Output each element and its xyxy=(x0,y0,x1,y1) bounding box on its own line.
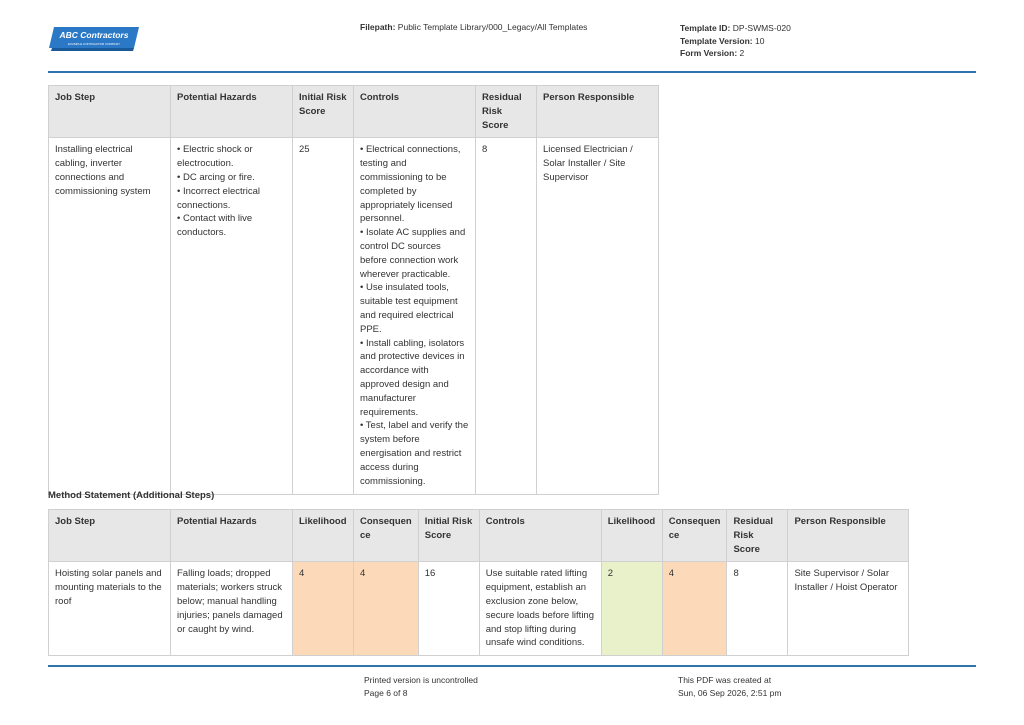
page-number: Page 6 of 8 xyxy=(364,687,408,698)
table-row xyxy=(49,138,659,495)
svg-text:EXAMPLE CONTRACTOR COMPANY: EXAMPLE CONTRACTOR COMPANY xyxy=(68,42,120,46)
col-controls: Controls xyxy=(354,86,476,138)
col-potential-hazards: Potential Hazards xyxy=(171,86,293,138)
hazards-cell: • Electric shock or electrocution. • DC arcing or fire. • Incorrect electrical connections. • Contact with live conductors. xyxy=(171,138,293,495)
created-label: This PDF was created at xyxy=(678,675,772,685)
job-step-cell: Hoisting solar panels and mounting materials to the roof xyxy=(49,562,171,656)
table-header-row xyxy=(49,86,659,138)
section-title: Method Statement (Additional Steps) xyxy=(48,490,215,501)
col-residual-risk-score: Residual Risk Score xyxy=(727,510,788,562)
col-initial-risk-score: Initial Risk Score xyxy=(293,86,354,138)
col-likelihood: Likelihood xyxy=(293,510,354,562)
col-initial-risk-score: Initial Risk Score xyxy=(418,510,479,562)
residual-consequence-cell: 4 xyxy=(662,562,727,656)
risk-table xyxy=(48,85,659,495)
residual-risk-cell: 8 xyxy=(727,562,788,656)
person-responsible-cell: Site Supervisor / Solar Installer / Hoist Operator xyxy=(788,562,909,656)
table-header-row xyxy=(49,510,909,562)
col-residual-risk-score: Residual Risk Score xyxy=(476,86,537,138)
footer-created-info xyxy=(678,674,782,699)
template-id: Template ID: DP-SWMS-020 xyxy=(680,23,791,33)
residual-risk-cell: 8 xyxy=(476,138,537,495)
table-row xyxy=(49,562,909,656)
footer-print-info xyxy=(364,674,478,699)
col-potential-hazards: Potential Hazards xyxy=(171,510,293,562)
hazards-cell: Falling loads; dropped materials; workers struck below; manual handling injuries; panels damaged or caught by wind. xyxy=(171,562,293,656)
uncontrolled-note: Printed version is uncontrolled xyxy=(364,675,478,685)
controls-cell: • Electrical connections, testing and commissioning to be completed by appropriately licensed personnel. • Isolate AC supplies and control DC sources before connection work wherever practicable. • Use insulated tools, suitable test equipment and required electrical PPE. • Install cabling, isolators and protective devices in accordance with approved design and manufacturer requirements. • Test, label and verify the system before energisation and restrict access during commissioning. xyxy=(354,138,476,495)
job-step-cell: Installing electrical cabling, inverter connections and commissioning system xyxy=(49,138,171,495)
method-statement-table xyxy=(48,509,909,656)
col-person-responsible: Person Responsible xyxy=(788,510,909,562)
col-residual-consequence: Consequen ce xyxy=(662,510,727,562)
company-logo xyxy=(48,26,140,50)
footer-divider xyxy=(48,665,976,667)
col-consequence: Consequen ce xyxy=(354,510,419,562)
form-version: Form Version: 2 xyxy=(680,48,745,58)
consequence-cell: 4 xyxy=(354,562,419,656)
col-person-responsible: Person Responsible xyxy=(537,86,659,138)
initial-risk-cell: 25 xyxy=(293,138,354,495)
filepath: Filepath: Public Template Library/000_Legacy/All Templates xyxy=(360,22,588,32)
residual-likelihood-cell: 2 xyxy=(601,562,662,656)
person-responsible-cell: Licensed Electrician / Solar Installer / Site Supervisor xyxy=(537,138,659,495)
svg-text:ABC Contractors: ABC Contractors xyxy=(59,30,129,40)
header-divider xyxy=(48,71,976,73)
col-residual-likelihood: Likelihood xyxy=(601,510,662,562)
col-controls: Controls xyxy=(479,510,601,562)
col-job-step: Job Step xyxy=(49,86,171,138)
col-job-step: Job Step xyxy=(49,510,171,562)
likelihood-cell: 4 xyxy=(293,562,354,656)
template-info xyxy=(680,22,791,60)
created-timestamp: Sun, 06 Sep 2026, 2:51 pm xyxy=(678,687,782,698)
template-version: Template Version: 10 xyxy=(680,35,765,46)
controls-cell: Use suitable rated lifting equipment, establish an exclusion zone below, secure loads before lifting and stop lifting during unsafe wind conditions. xyxy=(479,562,601,656)
initial-risk-cell: 16 xyxy=(418,562,479,656)
